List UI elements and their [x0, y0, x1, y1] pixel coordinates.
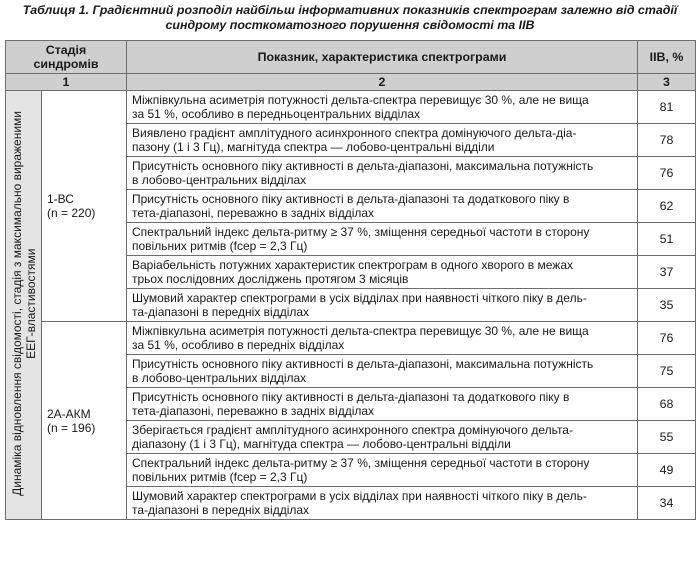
iiv-value: 51 — [638, 223, 696, 256]
indicator-line-2: повільних ритмів (fcер = 2,3 Гц) — [132, 239, 308, 253]
indicator-line-2: тета-діапазоні, переважно в задніх відділах — [132, 206, 375, 220]
iiv-value: 81 — [638, 91, 696, 124]
table-caption — [0, 0, 700, 40]
indicator-line-1: Міжпівкульна асиметрія потужності дельта-спектра перевищує 30 %, але не вища — [132, 93, 589, 107]
iiv-value: 68 — [638, 388, 696, 421]
header-num-2: 2 — [127, 74, 638, 91]
indicator-line-1: Шумовий характер спектрограми в усіх відділах при наявності чіткого піку в дель- — [132, 291, 587, 305]
iiv-value: 62 — [638, 190, 696, 223]
iiv-value: 37 — [638, 256, 696, 289]
indicator-line-2: повільних ритмів (fcер = 2,3 Гц) — [132, 470, 308, 484]
indicator-line-1: Варіабельність потужних характеристик спектрограм в одного хворого в межах — [132, 258, 573, 272]
indicator-cell — [127, 454, 638, 487]
indicator-cell — [127, 91, 638, 124]
iiv-value: 35 — [638, 289, 696, 322]
indicator-cell — [127, 421, 638, 454]
iiv-value: 78 — [638, 124, 696, 157]
indicator-line-1: Шумовий характер спектрограми в усіх відділах при наявності чіткого піку в дель- — [132, 489, 587, 503]
side-label-cell — [6, 91, 42, 520]
header-iiv: ІІВ, % — [638, 41, 696, 74]
indicator-line-1: Міжпівкульна асиметрія потужності дельта-спектра перевищує 30 %, але не вища — [132, 324, 589, 338]
indicator-cell — [127, 157, 638, 190]
indicator-cell — [127, 388, 638, 421]
iiv-value: 55 — [638, 421, 696, 454]
caption-line-1: Таблиця 1. Градієнтний розподіл найбільш інформативних показників спектрограм залежно від стадії — [22, 3, 678, 17]
iiv-value: 34 — [638, 487, 696, 520]
indicator-line-2: та-діапазоні в передніх відділах — [132, 503, 310, 517]
indicator-cell — [127, 223, 638, 256]
indicator-cell — [127, 487, 638, 520]
indicator-cell — [127, 190, 638, 223]
header-num-3: 3 — [638, 74, 696, 91]
indicator-line-1: Присутність основного піку активності в дельта-діапазоні, максимальна потужність — [132, 357, 594, 371]
header-num-1: 1 — [6, 74, 127, 91]
indicator-line-1: Спектральний індекс дельта-ритму ≥ 37 %, зміщення середньої частоти в сторону — [132, 225, 590, 239]
stage-count: (n = 220) — [47, 206, 96, 220]
caption-line-2: синдрому посткоматозного порушення свідомості та ІІВ — [165, 18, 535, 32]
indicator-line-1: Спектральний індекс дельта-ритму ≥ 37 %, зміщення середньої частоти в сторону — [132, 456, 590, 470]
indicator-line-2: в лобово-центральних відділах — [132, 173, 307, 187]
stage-cell — [42, 91, 127, 322]
indicator-line-2: за 51 %, особливо в передніх відділах — [132, 338, 345, 352]
iiv-value: 75 — [638, 355, 696, 388]
indicator-cell — [127, 256, 638, 289]
data-table — [5, 40, 696, 520]
side-label: Динаміка відновлення свідомості, стадія з максимально вираженими ЕЕГ-властивостями — [9, 111, 38, 496]
table-body — [6, 91, 696, 520]
indicator-line-1: Зберігається градієнт амплітудного асинхронного спектра домінуючого дельта- — [132, 423, 573, 437]
indicator-cell — [127, 322, 638, 355]
indicator-line-2: тета-діапазоні, переважно в задніх відділах — [132, 404, 375, 418]
stage-count: (n = 196) — [47, 420, 96, 435]
stage-name: 1-ВС — [47, 192, 74, 206]
iiv-value: 76 — [638, 322, 696, 355]
indicator-line-2: та-діапазоні в передніх відділах — [132, 305, 310, 319]
indicator-line-1: Присутність основного піку активності в дельта-діапазоні та додаткового піку в — [132, 390, 570, 404]
header-stage: Стадія синдромів — [6, 41, 127, 74]
indicator-line-1: Присутність основного піку активності в дельта-діапазоні, максимальна потужність — [132, 159, 594, 173]
indicator-cell — [127, 289, 638, 322]
stage-name: 2А-АКМ — [47, 406, 91, 421]
indicator-line-2: пазону (1 і 3 Гц), магнітуда спектра — лобово-центральні відділи — [132, 140, 495, 154]
iiv-value: 76 — [638, 157, 696, 190]
indicator-line-2: за 51 %, особливо в передньоцентральних відділах — [132, 107, 421, 121]
indicator-cell — [127, 124, 638, 157]
indicator-line-1: Присутність основного піку активності в дельта-діапазоні та додаткового піку в — [132, 192, 570, 206]
iiv-value: 49 — [638, 454, 696, 487]
header-indicator: Показник, характеристика спектрограми — [127, 41, 638, 74]
indicator-line-2: трьох послідовних досліджень протягом 3 місяців — [132, 272, 409, 286]
indicator-line-1: Виявлено градієнт амплітудного асинхронного спектра домінуючого дельта-діа- — [132, 126, 577, 140]
indicator-cell — [127, 355, 638, 388]
indicator-line-2: діапазону (1 і 3 Гц), магнітуда спектра — лобово-центральні відділи — [132, 437, 511, 451]
indicator-line-2: в лобово-центральних відділах — [132, 371, 307, 385]
stage-cell — [42, 322, 127, 520]
table-row — [6, 322, 696, 355]
table-row — [6, 91, 696, 124]
